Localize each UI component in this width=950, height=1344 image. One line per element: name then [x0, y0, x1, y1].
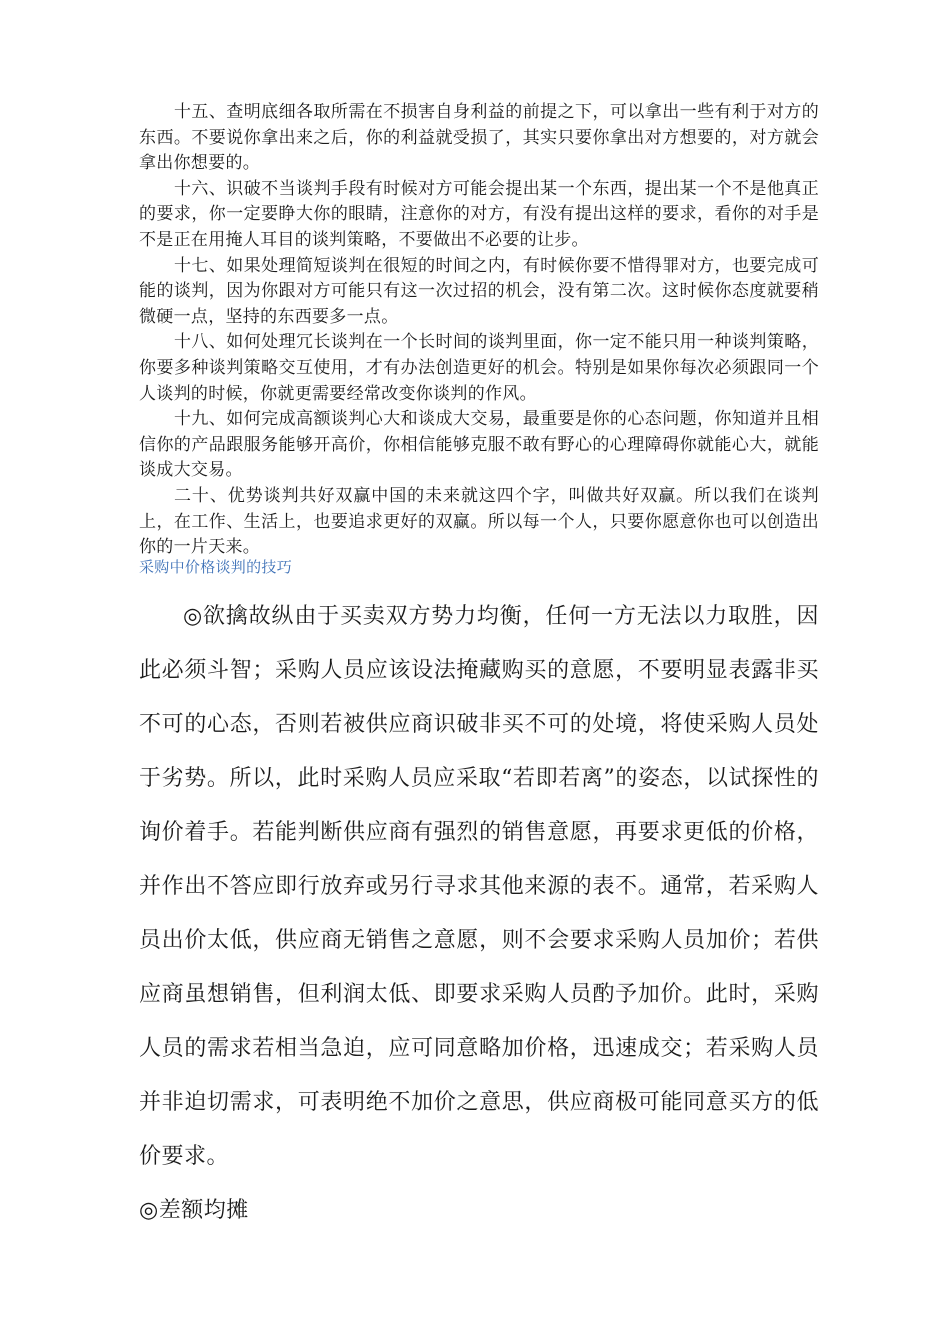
tip-paragraph-20: 二十、优势谈判共好双赢中国的未来就这四个字，叫做共好双赢。所以我们在谈判上，在工作、生活上，也要追求更好的双赢。所以每一个人，只要你愿意你也可以创造出你的一片天来。 — [139, 485, 819, 558]
tip-paragraph-18: 十八、如何处理冗长谈判在一个长时间的谈判里面，你一定不能只用一种谈判策略，你要多种谈判策略交互使用，才有办法创造更好的机会。特别是如果你每次必须跟同一个人谈判的时候，你就更需要经常改变你谈判的作风。 — [139, 332, 819, 404]
strategy-paragraph: ◎欲擒故纵由于买卖双方势力均衡，任何一方无法以力取胜，因此必须斗智；采购人员应该设法掩藏购买的意愿，不要明显表露非买不可的心态，否则若被供应商识破非买不可的处境，将使采购人员处于劣势。所以，此时采购人员应采取“若即若离”的姿态，以试探性的询价着手。若能判断供应商有强烈的销售意愿，再要求更低的价格，并作出不答应即行放弃或另行寻求其他来源的表不。通常，若采购人员出价太低，供应商无销售之意愿，则不会要求采购人员加价；若供应商虽想销售，但利润太低、即要求采购人员酌予加价。此时，采购人员的需求若相当急迫，应可同意略加价格，迅速成交；若采购人员并非迫切需求，可表明绝不加价之意思，供应商极可能同意买方的低价要求。 — [139, 604, 819, 1169]
numbered-tips-section — [139, 100, 819, 561]
next-strategy-title: ◎差额均摊 — [139, 1198, 249, 1223]
tip-paragraph-15: 十五、查明底细各取所需在不损害自身利益的前提之下，可以拿出一些有利于对方的东西。不要说你拿出来之后，你的利益就受损了，其实只要你拿出对方想要的，对方就会拿出你想要的。 — [139, 102, 819, 174]
section-heading-link[interactable]: 采购中价格谈判的技巧 — [139, 558, 293, 576]
tip-paragraph-16: 十六、识破不当谈判手段有时候对方可能会提出某一个东西，提出某一个不是他真正的要求，你一定要睁大你的眼睛，注意你的对方，有没有提出这样的要求，看你的对手是不是正在用掩人耳目的谈判策略，不要做出不必要的让步。 — [139, 178, 819, 250]
tip-paragraph-17: 十七、如果处理简短谈判在很短的时间之内，有时候你要不惜得罪对方，也要完成可能的谈判，因为你跟对方可能只有这一次过招的机会，没有第二次。这时候你态度就要稍微硬一点，坚持的东西要多一点。 — [139, 255, 819, 327]
price-negotiation-section — [139, 590, 819, 1238]
tip-paragraph-19: 十九、如何完成高额谈判心大和谈成大交易，最重要是你的心态问题，你知道并且相信你的产品跟服务能够开高价，你相信能够克服不敢有野心的心理障碍你就能心大，就能谈成大交易。 — [139, 409, 819, 481]
